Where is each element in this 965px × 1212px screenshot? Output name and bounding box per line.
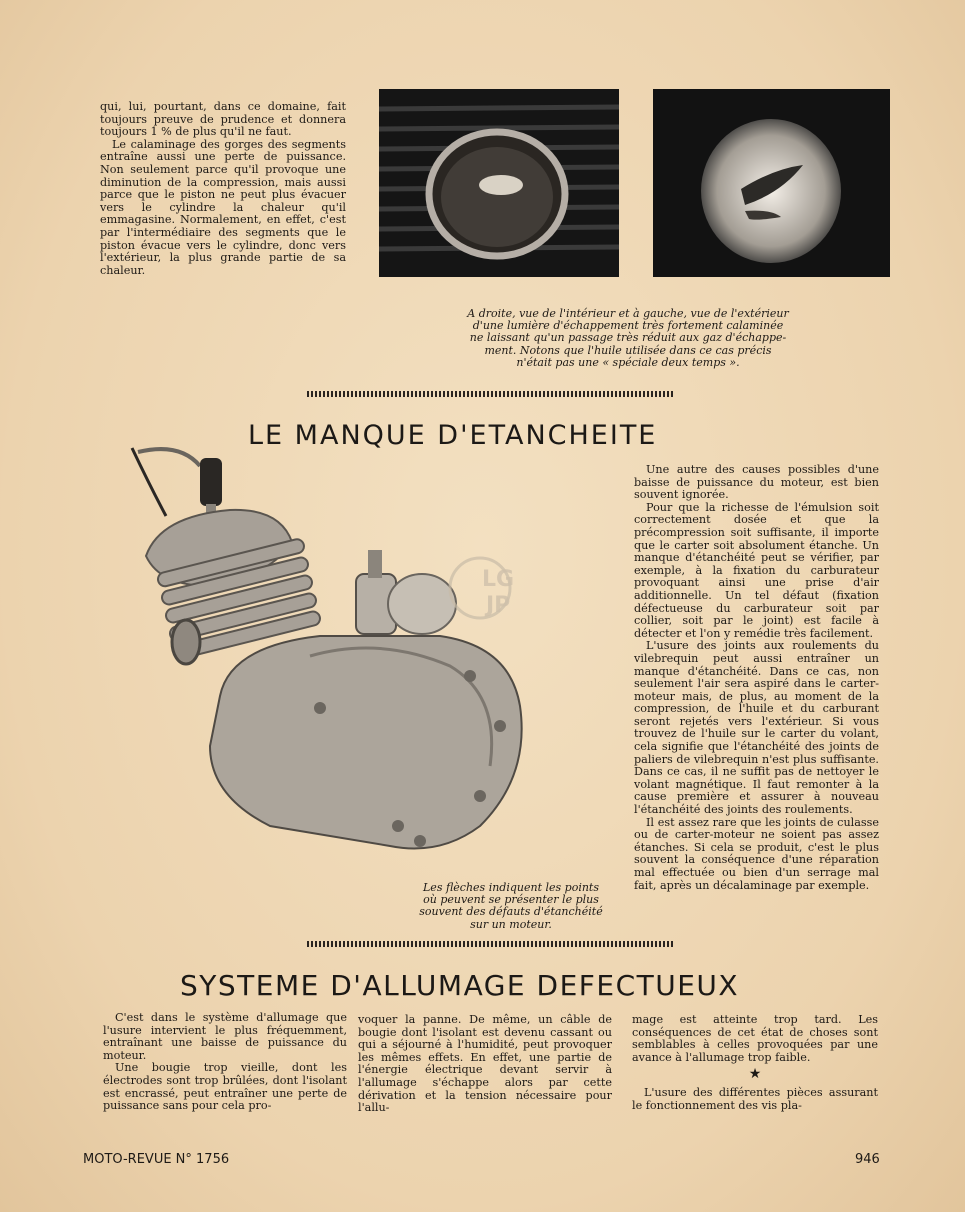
paragraph: qui, lui, pourtant, dans ce domaine, fait toujours preuve de prudence et donnera toujours 1 % de plus qu'il ne faut. [100, 100, 346, 139]
allumage-column-3 [632, 1014, 878, 1112]
exhaust-port-exterior-photo [653, 89, 890, 277]
allumage-column-1 [103, 1012, 347, 1113]
engine-caption [398, 882, 624, 931]
paragraph: Il est assez rare que les joints de culasse ou de carter-moteur ne soient pas assez étanches. Si cela se produit, c'est le plus souvent la conséquence d'une réparation mal effectuée ou bien d'un serrage mal fait, après un décalaminage par exemple. [634, 815, 879, 892]
caption-line: souvent des défauts d'étanchéité [419, 905, 603, 919]
caption-line: sur un moteur. [470, 917, 552, 931]
footer-page-number: 946 [855, 1152, 880, 1167]
allumage-column-2 [358, 1014, 612, 1115]
paragraph: mage est atteinte trop tard. Les conséquences de cet état de choses sont semblables à celles provoquées par une avance à l'allumage trop faible. [632, 1013, 878, 1064]
caption-line: ment. Notons que l'huile utilisée dans ce cas précis [484, 343, 772, 357]
paragraph: L'usure des joints aux roulements du vilebrequin peut aussi entraîner un manque d'étanchéité. Dans ce cas, non seulement l'air sera aspiré dans le carter-moteur mais, de plus, au moment de la compression, de l'huile et du carburant seront rejetés vers l'extérieur. Si vous trouvez de l'huile sur le carter du volant, cela signifie que l'étanchéité des joints de paliers de vilebrequin n'est plus suffisante. Dans ce cas, il ne suffit pas de nettoyer le volant magnétique. Il faut remonter à la cause première et assurer à nouveau l'étanchéité des joints des roulements. [634, 639, 879, 817]
caption-line: Les flèches indiquent les points [423, 881, 599, 894]
paragraph: Une autre des causes possibles d'une baisse de puissance du moteur, est bien souvent ignorée. [634, 463, 879, 502]
footer-magazine-issue: MOTO-REVUE N° 1756 [83, 1152, 230, 1167]
star-separator-icon: ★ [748, 1066, 762, 1083]
decorative-rule [307, 941, 674, 947]
decorative-rule [307, 391, 674, 397]
section-heading-etancheite: LE MANQUE D'ETANCHEITE [248, 420, 658, 451]
paragraph: Le calaminage des gorges des segments entraîne aussi une perte de puissance. Non seulement parce qu'il provoque une diminution de la compression, mais aussi parce que le piston ne peut plus évacuer vers le cylindre la chaleur qu'il emmagasine. Normalement, en effet, c'est par l'intermédiaire des segments que le piston évacue vers le cylindre, donc vers l'extérieur, la plus grande partie de sa chaleur. [100, 137, 346, 277]
watermark-logo-icon: LG [482, 567, 515, 592]
caption-line: d'une lumière d'échappement très fortement calaminée [472, 319, 784, 333]
caption-line: où peuvent se présenter le plus [423, 893, 599, 907]
section-heading-allumage: SYSTEME D'ALLUMAGE DEFECTUEUX [180, 969, 740, 1002]
svg-text:JP: JP [486, 593, 511, 618]
paragraph: Une bougie trop vieille, dont les électrodes sont trop brûlées, dont l'isolant est encrassé, peut entraîner une perte de puissance sans pour cela pro- [103, 1061, 347, 1113]
photo-caption [438, 308, 818, 369]
caption-line: A droite, vue de l'intérieur et à gauche, vue de l'extérieur [467, 307, 789, 320]
etancheite-text-column [634, 464, 879, 892]
top-text-column [100, 101, 346, 277]
paragraph: Pour que la richesse de l'émulsion soit correctement dosée et que la précompression soit suffisante, il importe que le carter soit absolument étanche. Un manque d'étanchéité peut se vérifier, par exemple, à la fixation du carburateur provoquant ainsi une prise d'air additionnelle. Un tel défaut (fixation défectueuse du carburateur soit par collier, soit par le joint) est facile à détecter et l'on y remédie très facilement. [634, 500, 879, 640]
paragraph: L'usure des différentes pièces assurant le fonctionnement des vis pla- [632, 1085, 878, 1112]
paragraph: C'est dans le système d'allumage que l'usure intervient le plus fréquemment, entraînant une baisse de puissance du moteur. [103, 1011, 347, 1062]
caption-line: n'était pas une « spéciale deux temps ». [516, 355, 740, 369]
engine-illustration [120, 446, 560, 871]
exhaust-port-interior-photo [379, 89, 619, 277]
caption-line: ne laissant qu'un passage très réduit aux gaz d'échappe- [469, 331, 787, 345]
paragraph: voquer la panne. De même, un câble de bougie dont l'isolant est devenu cassant ou qui a séjourné à l'humidité, peut provoquer les mêmes effets. En effet, une partie de l'énergie électrique devant servir à l'allumage s'échappe alors par cette dérivation et la tension nécessaire pour l'allu- [358, 1013, 612, 1115]
